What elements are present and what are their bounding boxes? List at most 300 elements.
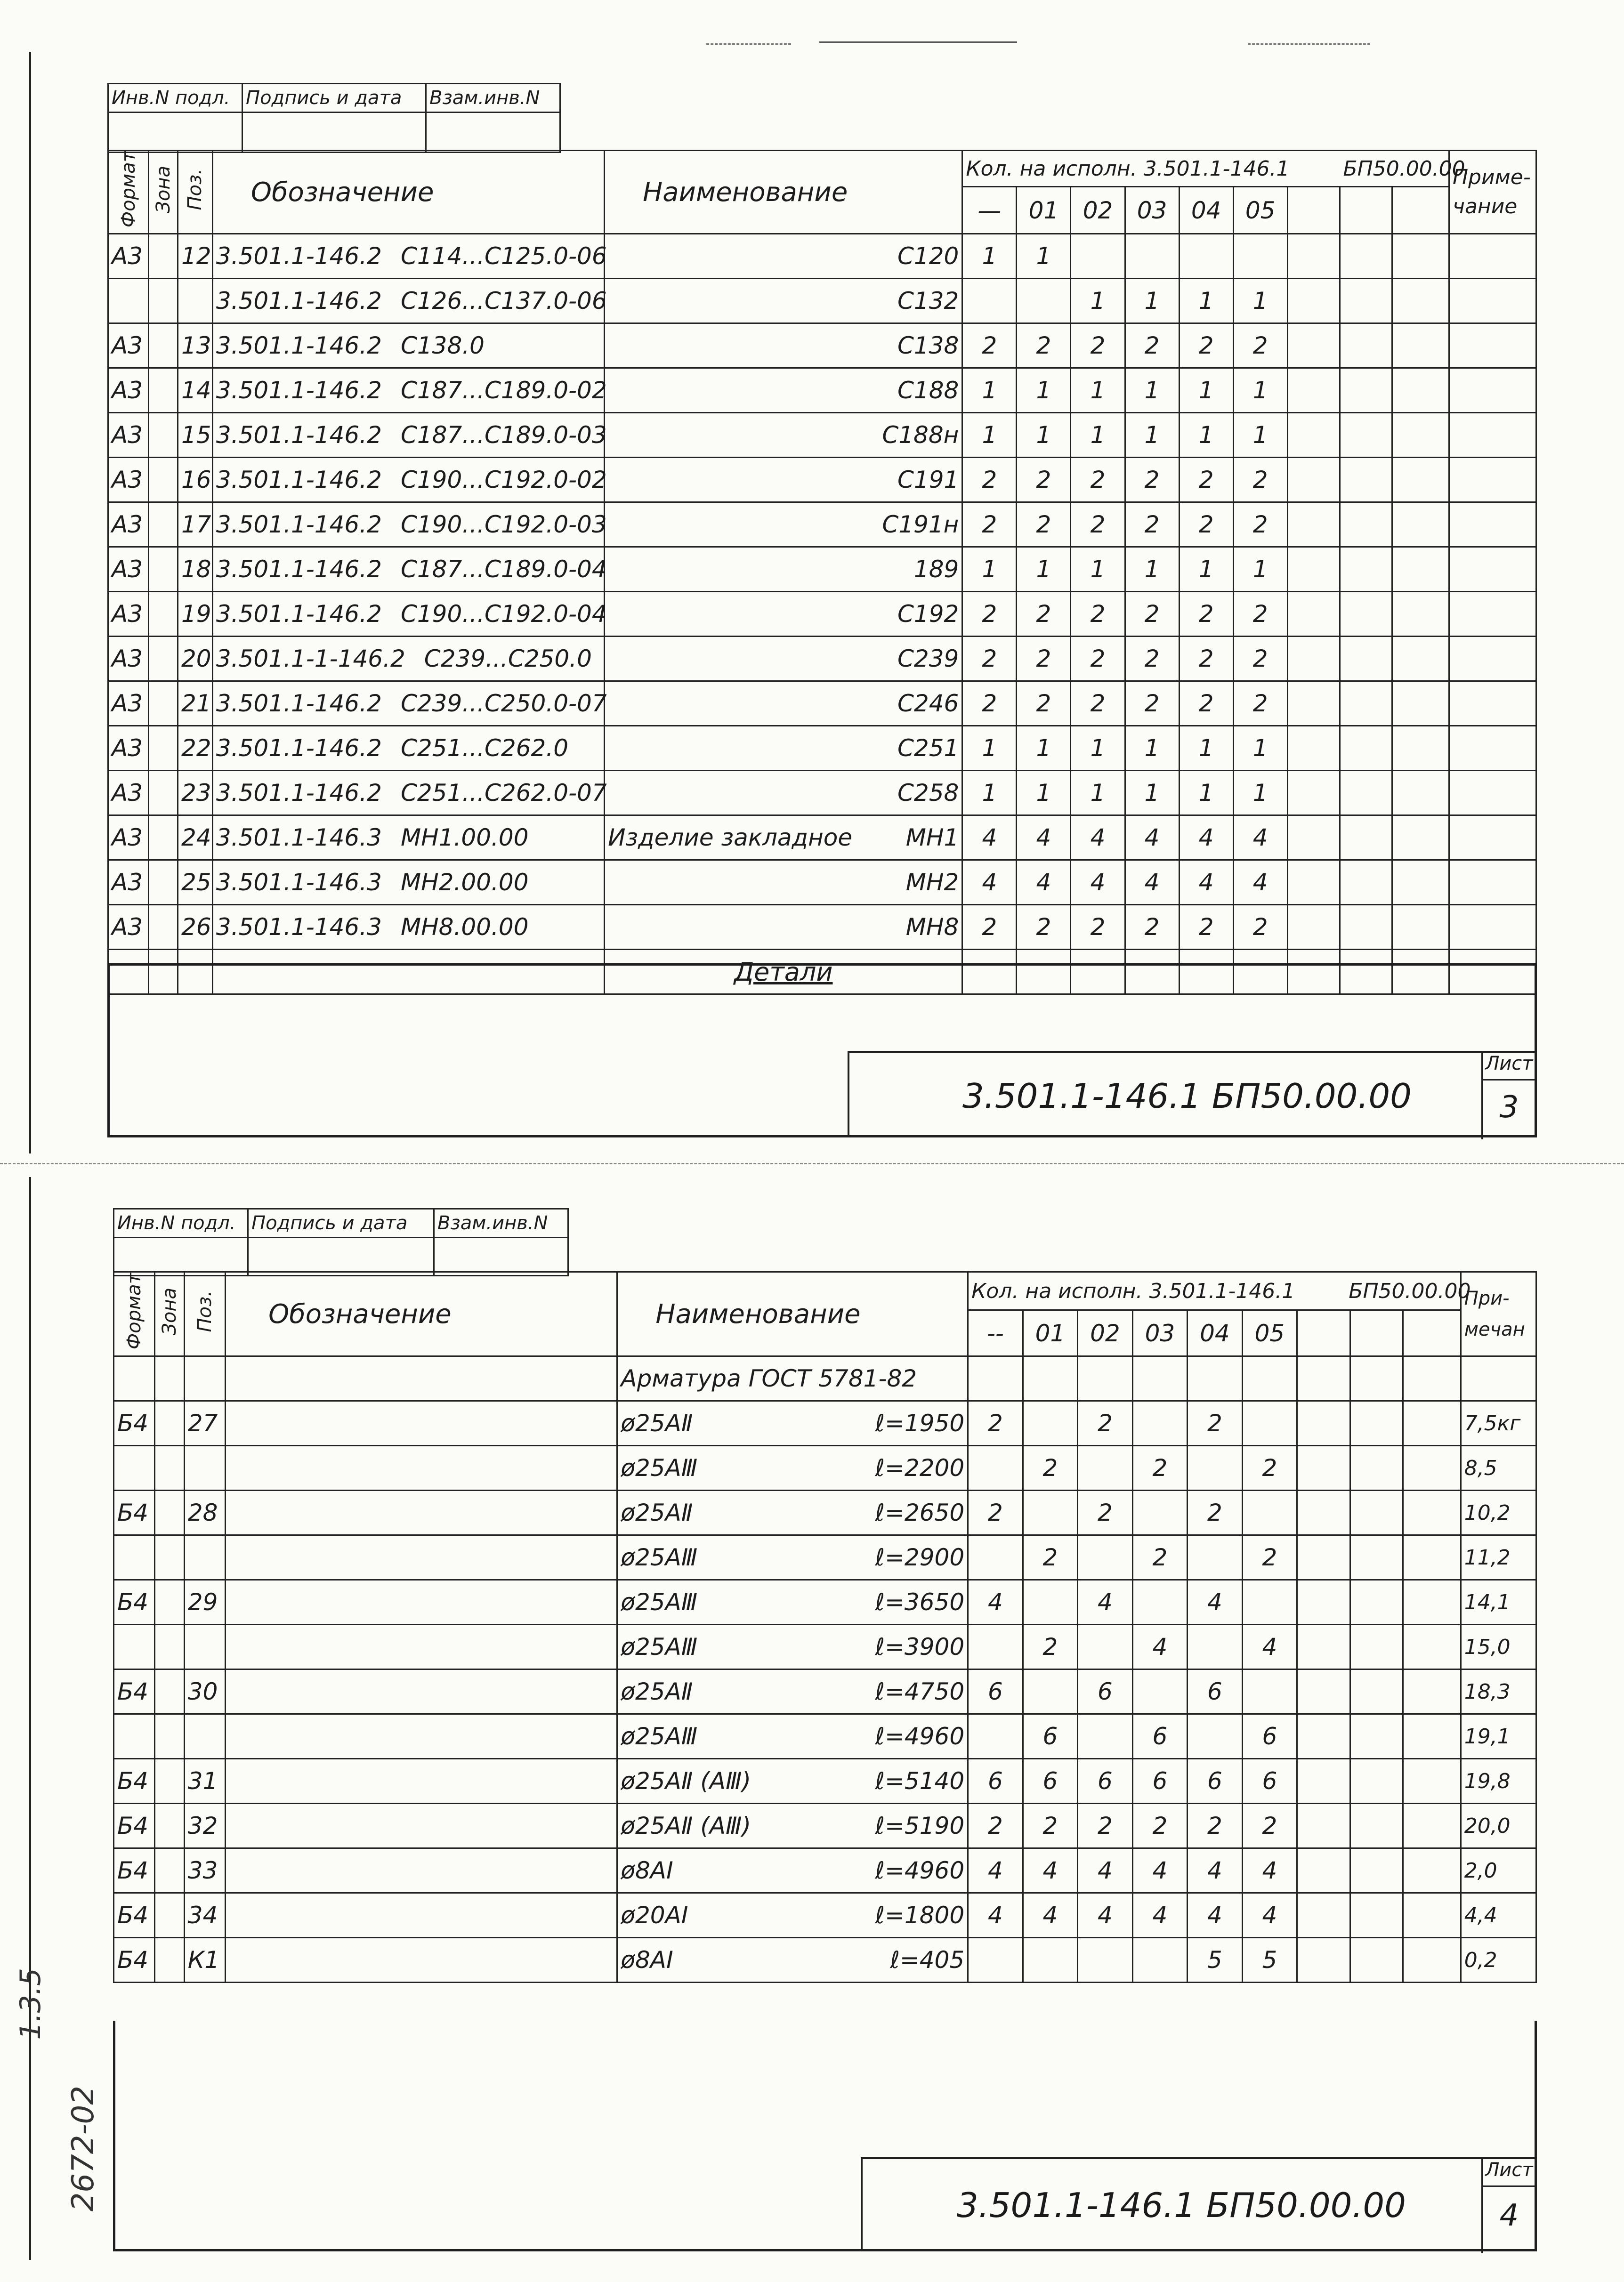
cell-name — [605, 860, 962, 905]
cell-empty — [1350, 1625, 1403, 1669]
cell-qty-5: 2 — [1233, 502, 1287, 547]
cell-pos: 22 — [178, 726, 212, 771]
cell-designation — [226, 1401, 617, 1446]
sheet-number: 3 — [1499, 1090, 1519, 1125]
cell-format: А3 — [108, 323, 149, 368]
rebar-length: ℓ=405 — [890, 1946, 965, 1974]
cell-designation — [212, 368, 607, 413]
cell-qty-1 — [1023, 1401, 1078, 1446]
cell-pos: 20 — [178, 637, 212, 681]
cell-qty-4: 1 — [1179, 368, 1233, 413]
designation-doc: 3.501.1-146.2 — [216, 466, 382, 494]
exec-header-0: -- — [968, 1310, 1023, 1356]
cell-pos: 16 — [178, 458, 212, 502]
cell-format: А3 — [108, 860, 149, 905]
cell-qty-0: 2 — [968, 1491, 1023, 1535]
cell-qty-3 — [1132, 1938, 1188, 1983]
section-details: Детали — [605, 950, 962, 994]
cell-qty-1: 2 — [1023, 1625, 1078, 1669]
designation-mark: С239...С250.0 — [424, 645, 592, 673]
hdr-qty-label: Кол. на исполн. 3.501.1-146.1 — [971, 1279, 1295, 1303]
cell-designation — [212, 905, 604, 950]
cell-pos: 33 — [184, 1848, 225, 1893]
cell-pos — [184, 1625, 225, 1669]
cell-note — [1449, 234, 1536, 279]
cell-qty-1: 2 — [1017, 681, 1071, 726]
cell-empty — [1287, 592, 1340, 637]
cell-qty-1 — [1023, 1938, 1078, 1983]
table-row — [114, 1759, 1536, 1804]
cell-designation — [226, 1669, 617, 1714]
cell-name — [617, 1759, 968, 1804]
cell-qty-2 — [1071, 234, 1125, 279]
cell-note — [1449, 815, 1536, 860]
cell-format — [114, 1625, 155, 1669]
cell-note — [1449, 726, 1536, 771]
inv-label: Инв.N подл. — [114, 1209, 248, 1238]
cell-zona — [155, 1759, 184, 1804]
cell-name — [605, 502, 962, 547]
cell-qty-0: 2 — [962, 681, 1017, 726]
rebar-length: ℓ=5190 — [875, 1812, 965, 1839]
cell-zona — [149, 681, 178, 726]
cell-empty — [1403, 1804, 1461, 1848]
cell-qty-3: 2 — [1132, 1535, 1188, 1580]
cell-empty — [1287, 771, 1340, 815]
cell-qty-1: 4 — [1023, 1848, 1078, 1893]
table-row — [114, 1938, 1536, 1983]
cell-empty — [1392, 860, 1449, 905]
cell-format: Б4 — [114, 1848, 155, 1893]
cell-qty-2: 1 — [1071, 547, 1125, 592]
exec-header-4: 04 — [1179, 187, 1233, 234]
cell-mass: 7,5кг — [1461, 1401, 1536, 1446]
cell-qty-4 — [1188, 1625, 1243, 1669]
cell-empty — [1392, 815, 1449, 860]
cell-note — [1449, 681, 1536, 726]
cell-mass: 10,2 — [1461, 1491, 1536, 1535]
cell-format: Б4 — [114, 1759, 155, 1804]
cell-zona — [155, 1446, 184, 1491]
cell-mass: 15,0 — [1461, 1625, 1536, 1669]
cell-zona — [149, 592, 178, 637]
cell-qty-0: 2 — [962, 502, 1017, 547]
cell-qty-3: 1 — [1125, 771, 1179, 815]
cell-qty-1: 2 — [1023, 1446, 1078, 1491]
designation-doc: 3.501.1-146.2 — [216, 511, 382, 539]
rebar-grade: ø25АⅡ — [621, 1410, 693, 1437]
cell-empty — [1287, 681, 1340, 726]
cell-qty-1: 1 — [1017, 234, 1071, 279]
table-row — [114, 1804, 1536, 1848]
cell-pos: 13 — [178, 323, 212, 368]
cell-designation — [212, 547, 607, 592]
cell-empty — [1340, 234, 1392, 279]
cell-qty-2: 6 — [1078, 1669, 1133, 1714]
cell-qty-1: 1 — [1017, 771, 1071, 815]
rebar-grade: ø25АⅡ (АⅢ) — [621, 1767, 751, 1795]
cell-qty-2: 6 — [1078, 1759, 1133, 1804]
designation-doc: 3.501.1-146.2 — [216, 242, 382, 270]
cell-empty — [1287, 234, 1340, 279]
cell-note — [1449, 458, 1536, 502]
designation-mark: С187...С189.0-03 — [400, 421, 607, 449]
cell-qty-3 — [1132, 1401, 1188, 1446]
sign-label: Подпись и дата — [242, 84, 426, 113]
cell-qty-4: 6 — [1188, 1669, 1243, 1714]
table-row — [114, 1446, 1536, 1491]
cell-empty — [1392, 592, 1449, 637]
cell-qty-4: 4 — [1188, 1848, 1243, 1893]
rebar-length: ℓ=5140 — [875, 1767, 965, 1795]
designation-doc: 3.501.1-146.2 — [216, 690, 382, 718]
exec-header-1: 01 — [1017, 187, 1071, 234]
sheet4-title-stamp — [861, 2157, 1537, 2251]
cell-qty-0: 1 — [962, 771, 1017, 815]
cell-empty — [1287, 323, 1340, 368]
cell-empty — [1350, 1893, 1403, 1938]
table-row — [108, 905, 1536, 950]
hdr-format: Формат — [117, 151, 139, 228]
cell-designation — [212, 771, 607, 815]
cell-format: Б4 — [114, 1669, 155, 1714]
cell-qty-3: 4 — [1132, 1625, 1188, 1669]
sheet-separator — [0, 1163, 1624, 1164]
cell-format: А3 — [108, 815, 149, 860]
cell-name — [617, 1625, 968, 1669]
cell-name — [605, 234, 962, 279]
cell-empty — [1403, 1446, 1461, 1491]
cell-zona — [149, 458, 178, 502]
cell-pos — [178, 279, 212, 323]
cell-qty-0: 1 — [962, 368, 1017, 413]
designation-mark: С190...С192.0-04 — [400, 600, 607, 628]
cell-pos: 32 — [184, 1804, 225, 1848]
rebar-grade: ø8АⅠ — [621, 1857, 673, 1884]
designation-mark: С187...С189.0-02 — [400, 377, 607, 404]
cell-qty-2: 2 — [1071, 592, 1125, 637]
rebar-grade: ø25АⅢ — [621, 1454, 698, 1482]
cell-designation — [226, 1535, 617, 1580]
cell-qty-5 — [1242, 1491, 1297, 1535]
designation-doc: 3.501.1-146.2 — [216, 600, 382, 628]
cell-qty-2: 4 — [1078, 1893, 1133, 1938]
cell-format: Б4 — [114, 1804, 155, 1848]
cell-empty — [1403, 1893, 1461, 1938]
cell-empty — [1340, 592, 1392, 637]
hdr-poz: Поз. — [194, 1290, 216, 1332]
sheet-label: Лист — [1483, 1053, 1535, 1081]
name-mark: С188 — [897, 377, 959, 404]
cell-qty-0: 1 — [962, 413, 1017, 458]
cell-empty — [1403, 1938, 1461, 1983]
cell-note — [1449, 771, 1536, 815]
cell-name — [617, 1714, 968, 1759]
cell-qty-3: 1 — [1125, 368, 1179, 413]
cell-empty — [1350, 1446, 1403, 1491]
hdr-poz: Поз. — [184, 168, 206, 210]
cell-format: А3 — [108, 681, 149, 726]
cell-qty-2: 4 — [1078, 1848, 1133, 1893]
cell-qty-3: 2 — [1125, 592, 1179, 637]
name-mark: С251 — [897, 734, 959, 762]
cell-mass: 19,1 — [1461, 1714, 1536, 1759]
cell-format — [114, 1535, 155, 1580]
cell-name — [617, 1938, 968, 1983]
cell-zona — [155, 1893, 184, 1938]
exec-header-1: 01 — [1023, 1310, 1078, 1356]
hdr-note-line2: мечан — [1464, 1319, 1525, 1340]
cell-qty-3: 4 — [1125, 860, 1179, 905]
cell-qty-3 — [1125, 234, 1179, 279]
table-row — [114, 1580, 1536, 1625]
cell-name — [617, 1669, 968, 1714]
rebar-grade: ø25АⅡ — [621, 1499, 693, 1526]
cell-zona — [155, 1580, 184, 1625]
table-row — [108, 502, 1536, 547]
cell-note — [1449, 547, 1536, 592]
group-title: Арматура ГОСТ 5781-82 — [617, 1356, 968, 1401]
cell-qty-5: 1 — [1233, 413, 1287, 458]
cell-qty-1: 4 — [1023, 1893, 1078, 1938]
table-row — [108, 637, 1536, 681]
cell-designation — [212, 681, 607, 726]
cell-qty-3: 2 — [1125, 637, 1179, 681]
sheet-number-cell — [1481, 1053, 1535, 1139]
cell-qty-1: 1 — [1017, 726, 1071, 771]
cell-zona — [155, 1625, 184, 1669]
cell-qty-3: 1 — [1125, 547, 1179, 592]
designation-mark: С239...С250.0-07 — [400, 690, 607, 718]
cell-designation — [226, 1491, 617, 1535]
table-row — [108, 413, 1536, 458]
cell-qty-5: 1 — [1233, 771, 1287, 815]
cell-note — [1449, 413, 1536, 458]
designation-mark: С190...С192.0-03 — [400, 511, 607, 539]
cell-zona — [149, 860, 178, 905]
cell-qty-0: 2 — [962, 637, 1017, 681]
cell-empty — [1340, 458, 1392, 502]
designation-doc: 3.501.1-146.2 — [216, 779, 382, 807]
cell-qty-0: 2 — [962, 323, 1017, 368]
cell-qty-2 — [1078, 1938, 1133, 1983]
cell-qty-0: 2 — [962, 458, 1017, 502]
cell-zona — [149, 547, 178, 592]
exec-header-empty — [1340, 187, 1392, 234]
cell-empty — [1287, 368, 1340, 413]
table-row — [108, 860, 1536, 905]
cell-pos: 30 — [184, 1669, 225, 1714]
cell-format: А3 — [108, 771, 149, 815]
cell-qty-3: 1 — [1125, 726, 1179, 771]
cell-empty — [1403, 1491, 1461, 1535]
table-row — [108, 771, 1536, 815]
cell-pos — [184, 1535, 225, 1580]
designation-mark: С126...С137.0-06 — [400, 287, 607, 315]
table-row — [114, 1535, 1536, 1580]
designation-mark: МН1.00.00 — [400, 824, 529, 852]
table-row — [108, 234, 1536, 279]
cell-qty-0 — [968, 1535, 1023, 1580]
cell-zona — [149, 279, 178, 323]
hdr-qty — [962, 151, 1465, 187]
exec-header-0: — — [962, 187, 1017, 234]
cell-qty-1 — [1023, 1580, 1078, 1625]
cell-format — [114, 1714, 155, 1759]
rebar-grade: ø8АⅠ — [621, 1946, 673, 1974]
cell-qty-5: 2 — [1242, 1446, 1297, 1491]
name-text: Изделие закладное — [608, 824, 853, 852]
cell-designation — [226, 1938, 617, 1983]
cell-qty-4: 2 — [1179, 905, 1233, 950]
stamp-code: 3.501.1-146.1 БП50.00.00 — [957, 2185, 1406, 2225]
rebar-length: ℓ=1950 — [875, 1410, 965, 1437]
cell-pos — [184, 1446, 225, 1491]
cell-qty-4: 2 — [1179, 323, 1233, 368]
left-margin-line — [29, 1177, 31, 2260]
cell-empty — [1392, 234, 1449, 279]
cell-name — [605, 905, 962, 950]
rebar-grade: ø20АⅠ — [621, 1902, 688, 1929]
cell-qty-5: 6 — [1242, 1714, 1297, 1759]
cell-format: А3 — [108, 502, 149, 547]
cell-name — [605, 323, 962, 368]
cell-pos: 12 — [178, 234, 212, 279]
designation-doc: 3.501.1-146.2 — [216, 332, 382, 360]
exec-header-2: 02 — [1078, 1310, 1133, 1356]
cell-designation — [212, 413, 607, 458]
cell-qty-2: 2 — [1078, 1804, 1133, 1848]
table-row — [114, 1714, 1536, 1759]
cell-empty — [1287, 860, 1340, 905]
cell-qty-4 — [1188, 1535, 1243, 1580]
cell-empty — [1350, 1938, 1403, 1983]
cell-pos: 27 — [184, 1401, 225, 1446]
cell-empty — [1340, 815, 1392, 860]
cell-qty-1: 6 — [1023, 1714, 1078, 1759]
cell-qty-5: 2 — [1233, 458, 1287, 502]
cell-empty — [1287, 637, 1340, 681]
sign-label: Подпись и дата — [248, 1209, 434, 1238]
cell-qty-0: 4 — [962, 860, 1017, 905]
stamp-code: 3.501.1-146.1 БП50.00.00 — [962, 1076, 1412, 1116]
rebar-grade: ø25АⅡ — [621, 1678, 693, 1705]
cell-qty-5: 4 — [1233, 860, 1287, 905]
rebar-grade: ø25АⅢ — [621, 1633, 698, 1661]
cell-empty — [1392, 681, 1449, 726]
cell-designation — [226, 1804, 617, 1848]
cell-qty-4 — [1188, 1446, 1243, 1491]
cell-empty — [1392, 323, 1449, 368]
cell-designation — [226, 1714, 617, 1759]
table-row — [108, 458, 1536, 502]
cell-zona — [149, 368, 178, 413]
name-mark: С188н — [882, 421, 959, 449]
cell-name — [605, 726, 962, 771]
cell-qty-2 — [1078, 1535, 1133, 1580]
cell-qty-4: 1 — [1179, 413, 1233, 458]
cell-empty — [1403, 1625, 1461, 1669]
cell-qty-3: 2 — [1125, 502, 1179, 547]
cell-zona — [149, 726, 178, 771]
rebar-grade: ø25АⅢ — [621, 1723, 698, 1750]
cell-qty-1: 2 — [1017, 458, 1071, 502]
cell-zona — [155, 1804, 184, 1848]
cell-qty-5: 2 — [1242, 1804, 1297, 1848]
cell-qty-2: 2 — [1071, 681, 1125, 726]
cell-format: А3 — [108, 234, 149, 279]
hdr-note-line2: чание — [1452, 194, 1518, 219]
cell-qty-0 — [968, 1446, 1023, 1491]
name-mark: С132 — [897, 287, 959, 315]
cell-qty-4: 4 — [1179, 860, 1233, 905]
table-row — [108, 323, 1536, 368]
hdr-qty-code: БП50.00.00 — [1349, 1279, 1471, 1303]
cell-empty — [1297, 1401, 1350, 1446]
cell-note — [1449, 368, 1536, 413]
cell-empty — [1403, 1535, 1461, 1580]
cell-qty-5: 2 — [1233, 905, 1287, 950]
cell-name — [605, 458, 962, 502]
cell-empty — [1350, 1580, 1403, 1625]
cell-empty — [1297, 1535, 1350, 1580]
hdr-zona: Зона — [159, 1287, 181, 1335]
cell-qty-4 — [1188, 1714, 1243, 1759]
hdr-qty-label: Кол. на исполн. 3.501.1-146.1 — [966, 156, 1290, 181]
cell-qty-1 — [1017, 279, 1071, 323]
cell-designation — [212, 637, 604, 681]
hdr-qty — [968, 1272, 1471, 1310]
cell-qty-2: 1 — [1071, 726, 1125, 771]
cell-qty-5 — [1233, 234, 1287, 279]
exec-header-5: 05 — [1233, 187, 1287, 234]
cell-mass: 4,4 — [1461, 1893, 1536, 1938]
cell-qty-2: 1 — [1071, 368, 1125, 413]
cell-format: А3 — [108, 413, 149, 458]
cell-designation — [226, 1893, 617, 1938]
cell-note — [1449, 860, 1536, 905]
rebar-length: ℓ=4960 — [875, 1723, 965, 1750]
cell-qty-4: 4 — [1188, 1893, 1243, 1938]
cell-qty-0: 2 — [968, 1804, 1023, 1848]
hdr-note — [1461, 1272, 1536, 1356]
cell-qty-0 — [968, 1714, 1023, 1759]
cell-qty-3: 2 — [1125, 323, 1179, 368]
cell-name — [617, 1535, 968, 1580]
cell-qty-1: 2 — [1017, 502, 1071, 547]
cell-pos — [184, 1714, 225, 1759]
cell-name — [605, 368, 962, 413]
cell-name — [605, 413, 962, 458]
cell-designation — [212, 323, 604, 368]
name-mark: С258 — [897, 779, 959, 807]
cell-mass: 18,3 — [1461, 1669, 1536, 1714]
cell-empty — [1297, 1491, 1350, 1535]
cell-qty-3: 6 — [1132, 1714, 1188, 1759]
cell-qty-0: 4 — [968, 1893, 1023, 1938]
cell-qty-0: 4 — [968, 1848, 1023, 1893]
cell-pos: 34 — [184, 1893, 225, 1938]
cell-empty — [1403, 1759, 1461, 1804]
cell-qty-3: 2 — [1125, 458, 1179, 502]
cell-format: Б4 — [114, 1401, 155, 1446]
cell-empty — [1350, 1804, 1403, 1848]
cell-empty — [1392, 279, 1449, 323]
cell-qty-0: 6 — [968, 1669, 1023, 1714]
table-row — [114, 1669, 1536, 1714]
cell-qty-1: 2 — [1023, 1804, 1078, 1848]
rebar-length: ℓ=4960 — [875, 1857, 965, 1884]
